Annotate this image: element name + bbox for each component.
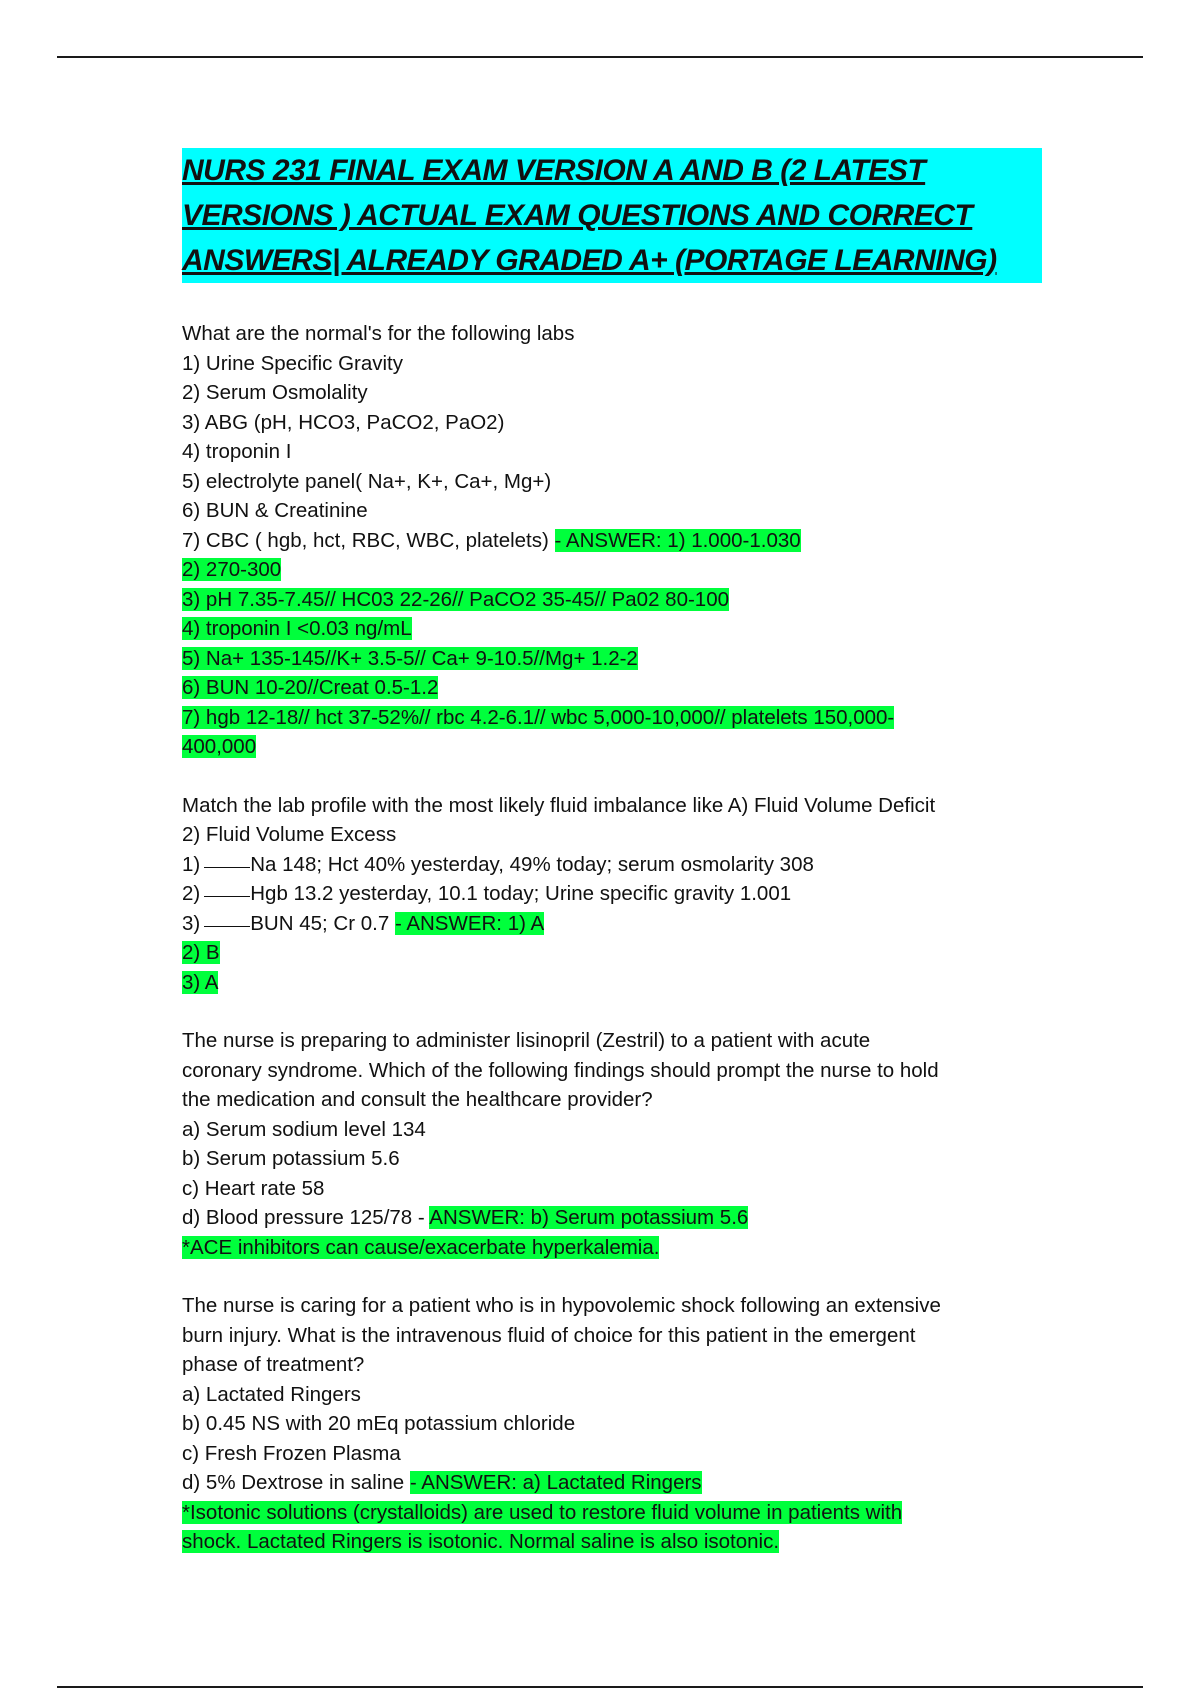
answer-line: 7) hgb 12-18// hct 37-52%// rbc 4.2-6.1// wbc 5,000-10,000// platelets 150,000- xyxy=(182,705,895,729)
title-line: ANSWERS| ALREADY GRADED A+ (PORTAGE LEARNING) xyxy=(182,238,1042,283)
item-number: 1) xyxy=(182,852,201,876)
list-item: 1) Urine Specific Gravity xyxy=(182,351,404,375)
answer-highlight: - ANSWER: a) Lactated Ringers xyxy=(409,1471,702,1494)
option: b) 0.45 NS with 20 mEq potassium chloride xyxy=(182,1412,576,1435)
question-prompt: Match the lab profile with the most likely fluid imbalance like A) Fluid Volume Deficit xyxy=(182,793,936,817)
answer-line: 2) 270-300 xyxy=(182,558,282,581)
answer-highlight: - ANSWER: 1) A xyxy=(394,911,545,935)
list-item: 3) ABG (pH, HCO3, PaCO2, PaO2) xyxy=(182,410,505,434)
list-item-with-answer xyxy=(182,526,1042,556)
option: d) Blood pressure 125/78 - xyxy=(182,1206,430,1229)
item-text: Na 148; Hct 40% yesterday, 49% today; serum osmolarity 308 xyxy=(250,852,814,876)
rationale: *ACE inhibitors can cause/exacerbate hyperkalemia. xyxy=(182,1235,660,1259)
list-item: 7) CBC ( hgb, hct, RBC, WBC, platelets) xyxy=(182,528,555,552)
document-title xyxy=(182,148,1042,283)
question-stem: phase of treatment? xyxy=(182,1353,365,1376)
answer-line: 4) troponin I <0.03 ng/mL xyxy=(182,617,412,640)
option: b) Serum potassium 5.6 xyxy=(182,1147,400,1170)
option: c) Fresh Frozen Plasma xyxy=(182,1441,401,1465)
rationale: *Isotonic solutions (crystalloids) are used to restore fluid volume in patients with xyxy=(182,1500,903,1524)
match-item xyxy=(182,879,1042,909)
answer-blank xyxy=(204,895,250,897)
answer-line: 2) B xyxy=(182,941,220,964)
document-body xyxy=(182,148,1042,1586)
title-line: VERSIONS ) ACTUAL EXAM QUESTIONS AND CORRECT xyxy=(182,193,1042,238)
option: a) Serum sodium level 134 xyxy=(182,1117,426,1141)
question-4 xyxy=(182,1291,1042,1557)
rationale: shock. Lactated Ringers is isotonic. Normal saline is also isotonic. xyxy=(182,1530,780,1553)
question-1 xyxy=(182,319,1042,762)
list-item: 2) Serum Osmolality xyxy=(182,381,368,404)
list-item: 6) BUN & Creatinine xyxy=(182,499,368,522)
top-rule xyxy=(57,56,1143,58)
answer-blank xyxy=(204,866,250,868)
title-line: NURS 231 FINAL EXAM VERSION A AND B (2 LATEST xyxy=(182,148,1042,193)
answer-highlight: - ANSWER: 1) 1.000-1.030 xyxy=(554,528,801,552)
match-item xyxy=(182,909,1042,939)
question-stem: The nurse is caring for a patient who is in hypovolemic shock following an extensive xyxy=(182,1294,941,1317)
option-with-answer xyxy=(182,1468,1042,1498)
item-number: 2) xyxy=(182,882,201,905)
question-stem: The nurse is preparing to administer lisinopril (Zestril) to a patient with acute xyxy=(182,1029,871,1052)
bottom-rule xyxy=(57,1686,1143,1688)
item-number: 3) xyxy=(182,911,201,935)
question-stem: coronary syndrome. Which of the following findings should prompt the nurse to hold xyxy=(182,1058,939,1082)
option-with-answer xyxy=(182,1203,1042,1233)
question-prompt: What are the normal's for the following labs xyxy=(182,322,575,345)
answer-highlight: ANSWER: b) Serum potassium 5.6 xyxy=(429,1206,749,1229)
option: d) 5% Dextrose in saline xyxy=(182,1471,410,1494)
list-item: 4) troponin I xyxy=(182,440,292,463)
question-prompt: 2) Fluid Volume Excess xyxy=(182,823,397,846)
answer-line: 5) Na+ 135-145//K+ 3.5-5// Ca+ 9-10.5//Mg+ 1.2-2 xyxy=(182,646,638,670)
answer-line: 6) BUN 10-20//Creat 0.5-1.2 xyxy=(182,676,439,699)
question-stem: burn injury. What is the intravenous fluid of choice for this patient in the emergent xyxy=(182,1323,916,1347)
item-text: Hgb 13.2 yesterday, 10.1 today; Urine specific gravity 1.001 xyxy=(250,882,792,905)
answer-blank xyxy=(204,925,250,927)
item-text: BUN 45; Cr 0.7 xyxy=(250,911,395,935)
question-stem: the medication and consult the healthcare provider? xyxy=(182,1088,653,1111)
option: c) Heart rate 58 xyxy=(182,1176,325,1200)
option: a) Lactated Ringers xyxy=(182,1382,361,1406)
question-2 xyxy=(182,791,1042,998)
list-item: 5) electrolyte panel( Na+, K+, Ca+, Mg+) xyxy=(182,469,552,493)
answer-line: 3) pH 7.35-7.45// HC03 22-26// PaCO2 35-45// Pa02 80-100 xyxy=(182,587,730,611)
answer-line: 3) A xyxy=(182,970,219,994)
answer-line: 400,000 xyxy=(182,735,257,758)
match-item xyxy=(182,850,1042,880)
question-3 xyxy=(182,1026,1042,1262)
